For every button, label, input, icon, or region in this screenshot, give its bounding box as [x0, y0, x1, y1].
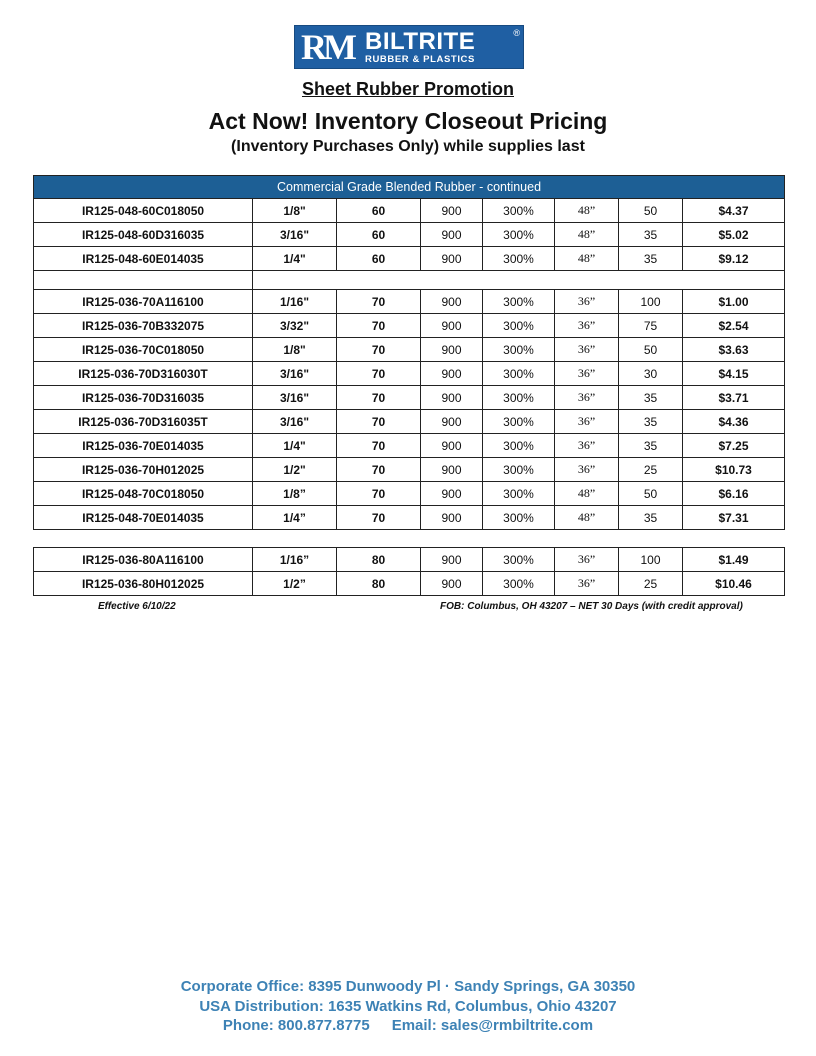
thickness-cell: 1/2” [253, 572, 337, 596]
thickness-cell: 1/4" [253, 247, 337, 271]
table-row [34, 434, 785, 458]
elongation-cell: 300% [483, 572, 555, 596]
price-cell: $4.15 [683, 362, 785, 386]
durometer-cell: 60 [337, 223, 421, 247]
price-cell: $7.25 [683, 434, 785, 458]
tensile-cell: 900 [421, 338, 483, 362]
part-number-cell: IR125-048-70E014035 [34, 506, 253, 530]
part-number-cell: IR125-036-70H012025 [34, 458, 253, 482]
table-row [34, 314, 785, 338]
tensile-cell: 900 [421, 572, 483, 596]
price-cell: $2.54 [683, 314, 785, 338]
price-cell: $9.12 [683, 247, 785, 271]
tensile-cell: 900 [421, 247, 483, 271]
table-row [34, 458, 785, 482]
thickness-cell: 1/2" [253, 458, 337, 482]
table-row [34, 362, 785, 386]
elongation-cell: 300% [483, 338, 555, 362]
tensile-cell: 900 [421, 290, 483, 314]
elongation-cell: 300% [483, 410, 555, 434]
tensile-cell: 900 [421, 506, 483, 530]
table-row [34, 548, 785, 572]
table-row [34, 290, 785, 314]
width-cell: 48” [555, 199, 619, 223]
width-cell: 36” [555, 434, 619, 458]
thickness-cell: 1/4” [253, 506, 337, 530]
section-header: Commercial Grade Blended Rubber - continued [34, 176, 785, 199]
length-cell: 100 [619, 548, 683, 572]
durometer-cell: 70 [337, 386, 421, 410]
price-cell: $1.00 [683, 290, 785, 314]
elongation-cell: 300% [483, 434, 555, 458]
elongation-cell: 300% [483, 482, 555, 506]
tensile-cell: 900 [421, 434, 483, 458]
page-subtitle: (Inventory Purchases Only) while supplies last [231, 138, 585, 155]
price-cell: $4.36 [683, 410, 785, 434]
length-cell: 35 [619, 434, 683, 458]
logo-subtitle: RUBBER & PLASTICS [365, 53, 475, 65]
promo-heading: Sheet Rubber Promotion [301, 79, 514, 99]
width-cell: 48” [555, 482, 619, 506]
table-row [34, 386, 785, 410]
length-cell: 30 [619, 362, 683, 386]
part-number-cell: IR125-036-70B332075 [34, 314, 253, 338]
part-number-cell: IR125-036-70E014035 [34, 434, 253, 458]
thickness-cell: 1/8” [253, 482, 337, 506]
thickness-cell: 3/16" [253, 386, 337, 410]
price-cell: $3.63 [683, 338, 785, 362]
part-number-cell: IR125-036-70C018050 [34, 338, 253, 362]
elongation-cell: 300% [483, 290, 555, 314]
footer-phone: Phone: 800.877.8775 [222, 1017, 370, 1034]
table-row [34, 199, 785, 223]
elongation-cell: 300% [483, 199, 555, 223]
length-cell: 50 [619, 482, 683, 506]
terms-note: FOB: Columbus, OH 43207 – NET 30 Days (with credit approval) [440, 601, 743, 612]
elongation-cell: 300% [483, 386, 555, 410]
table-row [34, 410, 785, 434]
tensile-cell: 900 [421, 362, 483, 386]
tensile-cell: 900 [421, 548, 483, 572]
part-number-cell: IR125-048-60E014035 [34, 247, 253, 271]
thickness-cell: 1/8" [253, 338, 337, 362]
part-number-cell: IR125-036-70D316035T [34, 410, 253, 434]
durometer-cell: 60 [337, 247, 421, 271]
footer-email: Email: sales@rmbiltrite.com [391, 1017, 594, 1034]
width-cell: 48” [555, 223, 619, 247]
tensile-cell: 900 [421, 314, 483, 338]
company-logo [294, 25, 524, 69]
width-cell: 36” [555, 338, 619, 362]
table-row [34, 506, 785, 530]
durometer-cell: 70 [337, 434, 421, 458]
part-number-cell: IR125-036-80A116100 [34, 548, 253, 572]
tensile-cell: 900 [421, 458, 483, 482]
price-table [33, 175, 785, 530]
elongation-cell: 300% [483, 362, 555, 386]
elongation-cell: 300% [483, 458, 555, 482]
table-row [34, 482, 785, 506]
price-cell: $5.02 [683, 223, 785, 247]
length-cell: 35 [619, 247, 683, 271]
length-cell: 35 [619, 506, 683, 530]
tensile-cell: 900 [421, 223, 483, 247]
durometer-cell: 70 [337, 506, 421, 530]
empty-cell [253, 271, 785, 290]
durometer-cell: 60 [337, 199, 421, 223]
tensile-cell: 900 [421, 199, 483, 223]
empty-cell [34, 271, 253, 290]
durometer-cell: 70 [337, 290, 421, 314]
width-cell: 48” [555, 506, 619, 530]
length-cell: 35 [619, 386, 683, 410]
price-cell: $6.16 [683, 482, 785, 506]
durometer-cell: 70 [337, 362, 421, 386]
width-cell: 36” [555, 314, 619, 338]
elongation-cell: 300% [483, 506, 555, 530]
durometer-cell: 70 [337, 410, 421, 434]
part-number-cell: IR125-036-70D316030T [34, 362, 253, 386]
table-row [34, 338, 785, 362]
elongation-cell: 300% [483, 223, 555, 247]
price-cell: $10.73 [683, 458, 785, 482]
logo-brand: BILTRITE [365, 27, 476, 55]
part-number-cell: IR125-048-60C018050 [34, 199, 253, 223]
footer-distribution: USA Distribution: 1635 Watkins Rd, Columbus, Ohio 43207 [199, 998, 617, 1015]
price-cell: $1.49 [683, 548, 785, 572]
page-title: Act Now! Inventory Closeout Pricing [208, 108, 608, 134]
thickness-cell: 3/16" [253, 223, 337, 247]
price-cell: $4.37 [683, 199, 785, 223]
durometer-cell: 70 [337, 338, 421, 362]
width-cell: 36” [555, 410, 619, 434]
price-cell: $7.31 [683, 506, 785, 530]
part-number-cell: IR125-036-80H012025 [34, 572, 253, 596]
length-cell: 35 [619, 223, 683, 247]
thickness-cell: 3/32" [253, 314, 337, 338]
footer-corporate-office: Corporate Office: 8395 Dunwoody Pl · Sandy Springs, GA 30350 [180, 978, 636, 995]
width-cell: 36” [555, 362, 619, 386]
thickness-cell: 1/16” [253, 548, 337, 572]
length-cell: 25 [619, 458, 683, 482]
width-cell: 36” [555, 458, 619, 482]
length-cell: 25 [619, 572, 683, 596]
length-cell: 50 [619, 199, 683, 223]
price-table-secondary [33, 547, 785, 596]
durometer-cell: 80 [337, 548, 421, 572]
length-cell: 75 [619, 314, 683, 338]
logo-mark: RM [301, 27, 353, 67]
part-number-cell: IR125-036-70D316035 [34, 386, 253, 410]
durometer-cell: 80 [337, 572, 421, 596]
spacer-row [34, 271, 785, 290]
durometer-cell: 70 [337, 482, 421, 506]
price-cell: $3.71 [683, 386, 785, 410]
elongation-cell: 300% [483, 247, 555, 271]
durometer-cell: 70 [337, 458, 421, 482]
table-row [34, 223, 785, 247]
elongation-cell: 300% [483, 314, 555, 338]
thickness-cell: 3/16" [253, 410, 337, 434]
effective-date-note: Effective 6/10/22 [98, 601, 176, 612]
part-number-cell: IR125-036-70A116100 [34, 290, 253, 314]
length-cell: 35 [619, 410, 683, 434]
length-cell: 100 [619, 290, 683, 314]
tensile-cell: 900 [421, 482, 483, 506]
durometer-cell: 70 [337, 314, 421, 338]
tensile-cell: 900 [421, 410, 483, 434]
width-cell: 36” [555, 386, 619, 410]
table-row [34, 572, 785, 596]
price-cell: $10.46 [683, 572, 785, 596]
length-cell: 50 [619, 338, 683, 362]
width-cell: 36” [555, 548, 619, 572]
thickness-cell: 1/8" [253, 199, 337, 223]
table-row [34, 247, 785, 271]
part-number-cell: IR125-048-60D316035 [34, 223, 253, 247]
width-cell: 36” [555, 290, 619, 314]
tensile-cell: 900 [421, 386, 483, 410]
thickness-cell: 1/4" [253, 434, 337, 458]
thickness-cell: 3/16" [253, 362, 337, 386]
registered-mark: ® [513, 28, 520, 38]
footer-contact [0, 1017, 816, 1034]
thickness-cell: 1/16" [253, 290, 337, 314]
width-cell: 36” [555, 572, 619, 596]
width-cell: 48” [555, 247, 619, 271]
elongation-cell: 300% [483, 548, 555, 572]
part-number-cell: IR125-048-70C018050 [34, 482, 253, 506]
